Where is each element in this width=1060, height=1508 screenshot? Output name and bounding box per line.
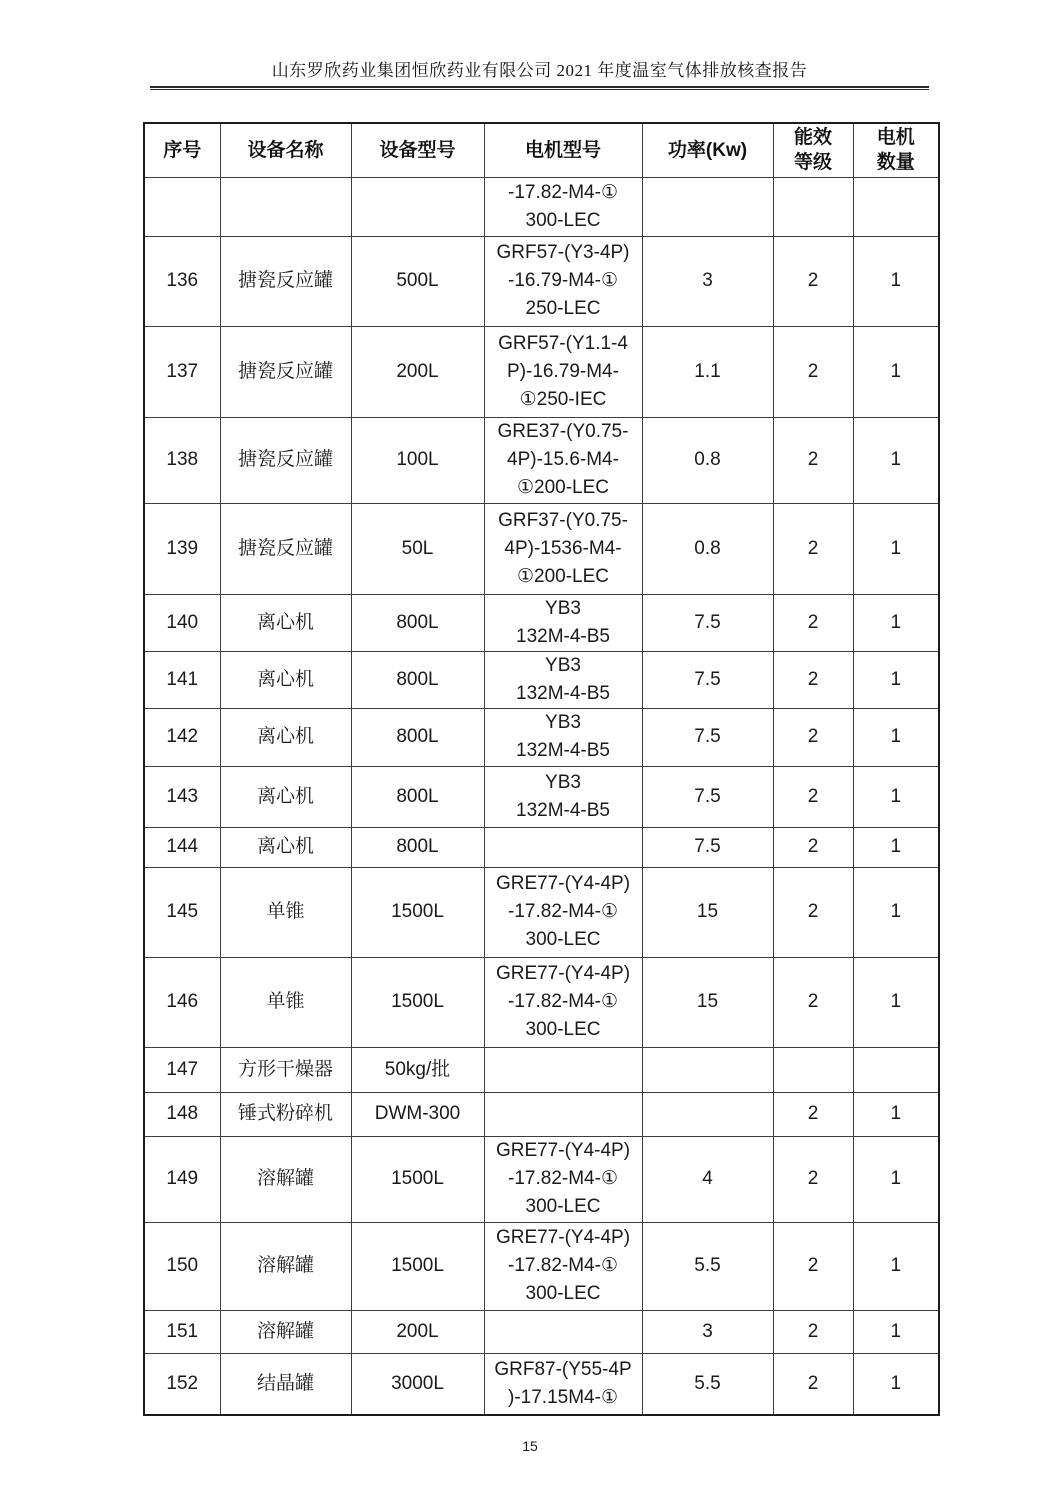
cell-model: 50L bbox=[351, 503, 484, 594]
cell-qty: 1 bbox=[853, 651, 939, 708]
cell-qty: 1 bbox=[853, 766, 939, 827]
cell-grade: 2 bbox=[773, 1310, 853, 1353]
cell-name: 结晶罐 bbox=[220, 1353, 351, 1415]
table-row bbox=[144, 651, 939, 708]
cell-grade: 2 bbox=[773, 957, 853, 1047]
cell-qty: 1 bbox=[853, 827, 939, 867]
cell-power: 7.5 bbox=[642, 651, 773, 708]
cell-power: 0.8 bbox=[642, 503, 773, 594]
cell-seq: 152 bbox=[144, 1353, 220, 1415]
column-header-seq: 序号 bbox=[144, 123, 220, 177]
cell-name bbox=[220, 177, 351, 236]
cell-qty: 1 bbox=[853, 236, 939, 326]
cell-model: DWM-300 bbox=[351, 1092, 484, 1136]
cell-name: 搪瓷反应罐 bbox=[220, 503, 351, 594]
cell-model: 200L bbox=[351, 326, 484, 417]
cell-name: 单锥 bbox=[220, 867, 351, 957]
cell-model: 500L bbox=[351, 236, 484, 326]
cell-name: 方形干燥器 bbox=[220, 1047, 351, 1092]
cell-motor: GRE77-(Y4-4P) -17.82-M4-① 300-LEC bbox=[484, 1222, 642, 1310]
cell-power: 4 bbox=[642, 1136, 773, 1222]
cell-qty: 1 bbox=[853, 957, 939, 1047]
cell-seq: 136 bbox=[144, 236, 220, 326]
cell-motor: GRF57-(Y1.1-4 P)-16.79-M4- ①250-IEC bbox=[484, 326, 642, 417]
cell-grade: 2 bbox=[773, 867, 853, 957]
cell-motor: GRF57-(Y3-4P) -16.79-M4-① 250-LEC bbox=[484, 236, 642, 326]
cell-name: 离心机 bbox=[220, 708, 351, 766]
equipment-table-body bbox=[144, 177, 939, 1415]
cell-seq: 141 bbox=[144, 651, 220, 708]
cell-power bbox=[642, 1092, 773, 1136]
cell-seq: 145 bbox=[144, 867, 220, 957]
cell-power bbox=[642, 177, 773, 236]
cell-motor bbox=[484, 1047, 642, 1092]
cell-seq: 151 bbox=[144, 1310, 220, 1353]
cell-seq: 148 bbox=[144, 1092, 220, 1136]
cell-grade: 2 bbox=[773, 708, 853, 766]
cell-seq: 146 bbox=[144, 957, 220, 1047]
cell-seq: 137 bbox=[144, 326, 220, 417]
cell-motor: GRE77-(Y4-4P) -17.82-M4-① 300-LEC bbox=[484, 1136, 642, 1222]
cell-power: 5.5 bbox=[642, 1222, 773, 1310]
cell-name: 搪瓷反应罐 bbox=[220, 236, 351, 326]
cell-power: 15 bbox=[642, 867, 773, 957]
cell-model bbox=[351, 177, 484, 236]
table-row bbox=[144, 177, 939, 236]
cell-qty: 1 bbox=[853, 594, 939, 651]
table-row bbox=[144, 1353, 939, 1415]
cell-model: 1500L bbox=[351, 867, 484, 957]
table-row bbox=[144, 708, 939, 766]
cell-power: 1.1 bbox=[642, 326, 773, 417]
table-row bbox=[144, 1092, 939, 1136]
cell-qty: 1 bbox=[853, 326, 939, 417]
cell-grade: 2 bbox=[773, 766, 853, 827]
cell-model: 800L bbox=[351, 766, 484, 827]
cell-model: 50kg/批 bbox=[351, 1047, 484, 1092]
table-row bbox=[144, 594, 939, 651]
equipment-table bbox=[143, 122, 940, 1416]
cell-qty: 1 bbox=[853, 1222, 939, 1310]
cell-power: 7.5 bbox=[642, 827, 773, 867]
cell-grade: 2 bbox=[773, 1222, 853, 1310]
cell-model: 100L bbox=[351, 417, 484, 503]
cell-power bbox=[642, 1047, 773, 1092]
column-header-motor: 电机型号 bbox=[484, 123, 642, 177]
cell-grade: 2 bbox=[773, 1092, 853, 1136]
table-row bbox=[144, 1310, 939, 1353]
table-row bbox=[144, 827, 939, 867]
table-row bbox=[144, 1047, 939, 1092]
cell-motor: YB3 132M-4-B5 bbox=[484, 766, 642, 827]
cell-motor: YB3 132M-4-B5 bbox=[484, 651, 642, 708]
cell-model: 1500L bbox=[351, 1222, 484, 1310]
table-row bbox=[144, 867, 939, 957]
cell-model: 1500L bbox=[351, 957, 484, 1047]
cell-seq: 150 bbox=[144, 1222, 220, 1310]
table-row bbox=[144, 766, 939, 827]
cell-name: 单锥 bbox=[220, 957, 351, 1047]
cell-grade: 2 bbox=[773, 326, 853, 417]
column-header-qty: 电机 数量 bbox=[853, 123, 939, 177]
cell-model: 3000L bbox=[351, 1353, 484, 1415]
table-row bbox=[144, 957, 939, 1047]
cell-power: 5.5 bbox=[642, 1353, 773, 1415]
table-row bbox=[144, 1222, 939, 1310]
cell-motor bbox=[484, 1310, 642, 1353]
cell-model: 200L bbox=[351, 1310, 484, 1353]
cell-model: 800L bbox=[351, 827, 484, 867]
cell-power: 0.8 bbox=[642, 417, 773, 503]
cell-name: 溶解罐 bbox=[220, 1222, 351, 1310]
cell-model: 800L bbox=[351, 594, 484, 651]
cell-qty: 1 bbox=[853, 417, 939, 503]
cell-power: 3 bbox=[642, 236, 773, 326]
column-header-power: 功率(Kw) bbox=[642, 123, 773, 177]
cell-seq: 138 bbox=[144, 417, 220, 503]
table-row bbox=[144, 503, 939, 594]
cell-qty bbox=[853, 177, 939, 236]
cell-name: 锤式粉碎机 bbox=[220, 1092, 351, 1136]
cell-qty: 1 bbox=[853, 1136, 939, 1222]
cell-grade: 2 bbox=[773, 236, 853, 326]
cell-name: 离心机 bbox=[220, 651, 351, 708]
cell-motor: GRF87-(Y55-4P )-17.15M4-① bbox=[484, 1353, 642, 1415]
cell-motor: -17.82-M4-① 300-LEC bbox=[484, 177, 642, 236]
cell-qty: 1 bbox=[853, 708, 939, 766]
page-number: 15 bbox=[522, 1438, 538, 1454]
cell-grade: 2 bbox=[773, 503, 853, 594]
cell-grade bbox=[773, 1047, 853, 1092]
header-rule bbox=[150, 86, 929, 90]
header-row bbox=[144, 123, 939, 177]
cell-grade: 2 bbox=[773, 1136, 853, 1222]
cell-name: 搪瓷反应罐 bbox=[220, 326, 351, 417]
cell-name: 离心机 bbox=[220, 766, 351, 827]
cell-power: 7.5 bbox=[642, 766, 773, 827]
cell-grade: 2 bbox=[773, 827, 853, 867]
table-row bbox=[144, 326, 939, 417]
cell-seq bbox=[144, 177, 220, 236]
cell-qty: 1 bbox=[853, 867, 939, 957]
cell-power: 7.5 bbox=[642, 708, 773, 766]
cell-seq: 144 bbox=[144, 827, 220, 867]
document-header-title: 山东罗欣药业集团恒欣药业有限公司 2021 年度温室气体排放核查报告 bbox=[271, 61, 808, 80]
cell-name: 溶解罐 bbox=[220, 1136, 351, 1222]
cell-model: 800L bbox=[351, 708, 484, 766]
equipment-table-header bbox=[144, 123, 939, 177]
cell-grade: 2 bbox=[773, 594, 853, 651]
document-header bbox=[150, 58, 929, 90]
cell-qty: 1 bbox=[853, 1092, 939, 1136]
cell-seq: 140 bbox=[144, 594, 220, 651]
cell-seq: 149 bbox=[144, 1136, 220, 1222]
cell-model: 1500L bbox=[351, 1136, 484, 1222]
column-header-model: 设备型号 bbox=[351, 123, 484, 177]
cell-name: 离心机 bbox=[220, 594, 351, 651]
cell-grade: 2 bbox=[773, 651, 853, 708]
cell-name: 离心机 bbox=[220, 827, 351, 867]
cell-qty bbox=[853, 1047, 939, 1092]
cell-motor: GRE37-(Y0.75- 4P)-15.6-M4- ①200-LEC bbox=[484, 417, 642, 503]
cell-motor: GRE77-(Y4-4P) -17.82-M4-① 300-LEC bbox=[484, 867, 642, 957]
cell-motor bbox=[484, 827, 642, 867]
column-header-name: 设备名称 bbox=[220, 123, 351, 177]
cell-seq: 139 bbox=[144, 503, 220, 594]
cell-seq: 142 bbox=[144, 708, 220, 766]
cell-grade: 2 bbox=[773, 1353, 853, 1415]
cell-motor: GRF37-(Y0.75- 4P)-1536-M4- ①200-LEC bbox=[484, 503, 642, 594]
cell-motor: GRE77-(Y4-4P) -17.82-M4-① 300-LEC bbox=[484, 957, 642, 1047]
cell-qty: 1 bbox=[853, 503, 939, 594]
cell-seq: 147 bbox=[144, 1047, 220, 1092]
cell-model: 800L bbox=[351, 651, 484, 708]
cell-seq: 143 bbox=[144, 766, 220, 827]
table-row bbox=[144, 417, 939, 503]
table-row bbox=[144, 236, 939, 326]
cell-motor: YB3 132M-4-B5 bbox=[484, 594, 642, 651]
cell-grade bbox=[773, 177, 853, 236]
cell-name: 搪瓷反应罐 bbox=[220, 417, 351, 503]
cell-qty: 1 bbox=[853, 1353, 939, 1415]
cell-qty: 1 bbox=[853, 1310, 939, 1353]
cell-power: 7.5 bbox=[642, 594, 773, 651]
cell-power: 15 bbox=[642, 957, 773, 1047]
cell-motor bbox=[484, 1092, 642, 1136]
table-row bbox=[144, 1136, 939, 1222]
cell-grade: 2 bbox=[773, 417, 853, 503]
cell-power: 3 bbox=[642, 1310, 773, 1353]
cell-name: 溶解罐 bbox=[220, 1310, 351, 1353]
cell-motor: YB3 132M-4-B5 bbox=[484, 708, 642, 766]
column-header-grade: 能效 等级 bbox=[773, 123, 853, 177]
